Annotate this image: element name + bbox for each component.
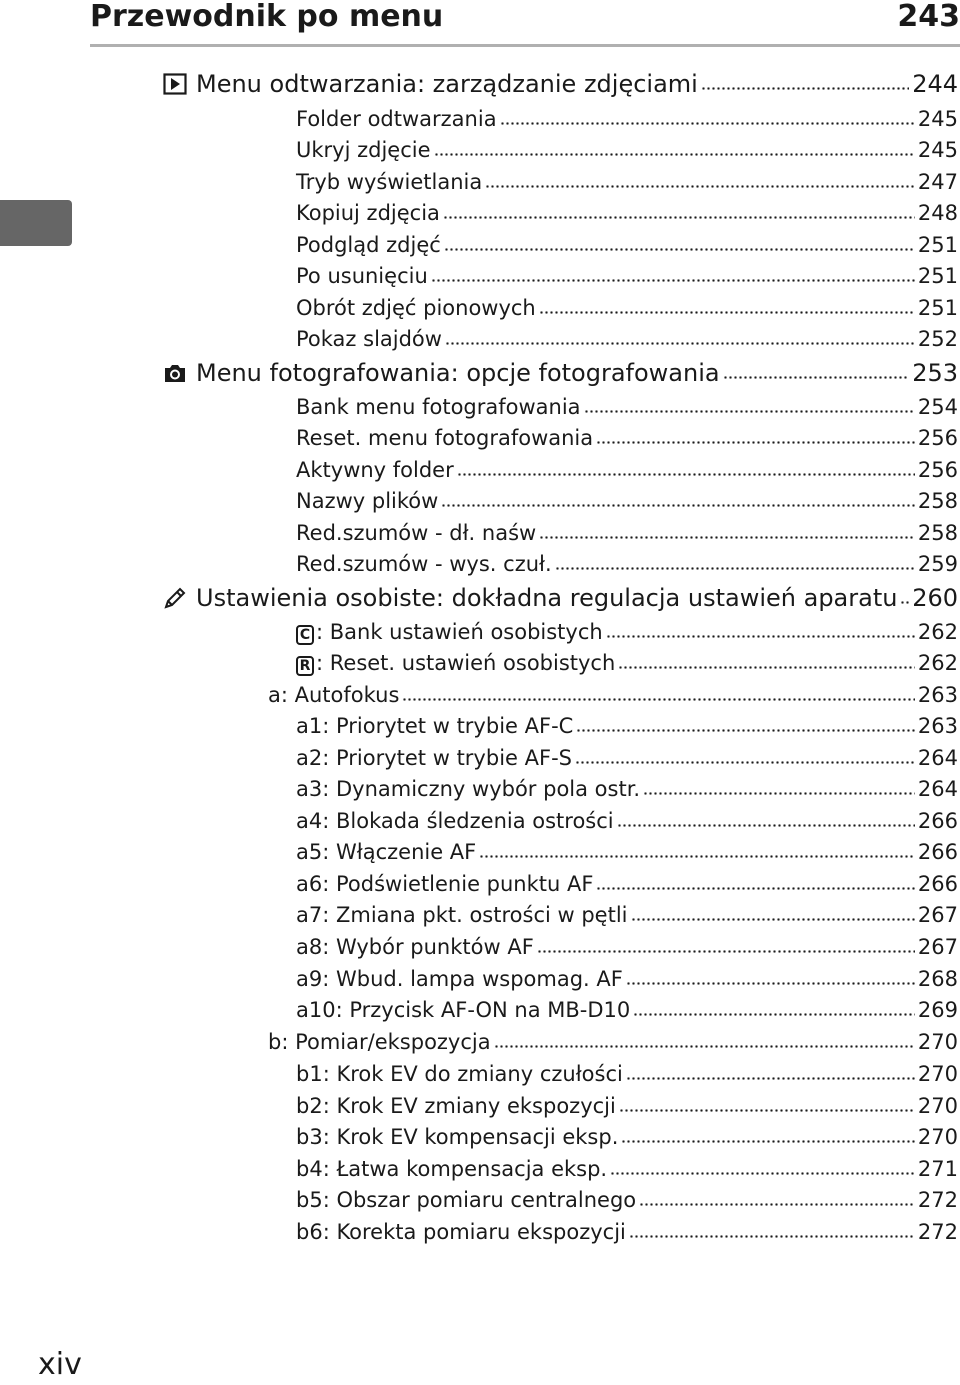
toc-label: Po usunięciu: [296, 264, 428, 288]
dot-leader: [431, 275, 915, 285]
dot-leader: [639, 1199, 915, 1209]
pencil-icon: [162, 586, 188, 610]
dot-leader: [701, 83, 909, 93]
toc-entry[interactable]: [296, 616, 958, 648]
camera-icon: [162, 361, 188, 385]
toc-entry[interactable]: [296, 103, 958, 135]
dot-leader: [631, 914, 915, 924]
dot-leader: [441, 500, 915, 510]
toc-entry[interactable]: [296, 931, 958, 963]
dot-leader: [617, 820, 915, 830]
toc-label: a2: Priorytet w trybie AF-S: [296, 746, 572, 770]
dot-leader: [494, 1041, 915, 1051]
toc-label: Obrót zdjęć pionowych: [296, 296, 536, 320]
toc-entry[interactable]: [296, 742, 958, 774]
dot-leader: [402, 694, 915, 704]
dot-leader: [723, 372, 910, 382]
toc-page: 270: [917, 1062, 958, 1086]
toc-page: 254: [917, 395, 958, 419]
toc-page: 251: [917, 264, 958, 288]
toc-label: Ukryj zdjęcie: [296, 138, 431, 162]
toc-subsection[interactable]: [268, 1026, 958, 1058]
toc-entry[interactable]: [296, 963, 958, 995]
toc-label: Red.szumów - dł. naśw: [296, 521, 537, 545]
toc-page: 269: [917, 998, 958, 1022]
toc-entry[interactable]: [296, 391, 958, 423]
toc-entry[interactable]: [296, 1090, 958, 1122]
toc-label: a: Autofokus: [268, 683, 400, 707]
toc-entry[interactable]: [296, 868, 958, 900]
toc-page: 262: [917, 651, 958, 675]
bank-c-icon: C: [296, 625, 314, 645]
dot-leader: [537, 946, 915, 956]
toc-entry[interactable]: [296, 323, 958, 355]
toc-page: 245: [917, 107, 958, 131]
dot-leader: [443, 212, 915, 222]
toc-entry[interactable]: [296, 647, 958, 679]
toc-label: Red.szumów - wys. czuł.: [296, 552, 552, 576]
dot-leader: [900, 597, 909, 607]
page-number: 243: [897, 0, 960, 34]
section-tab-marker: [0, 200, 72, 246]
toc-label: b3: Krok EV kompensacji eksp.: [296, 1125, 619, 1149]
toc-label: Ustawienia osobiste: dokładna regulacja ustawień aparatu: [196, 584, 898, 612]
dot-leader: [539, 307, 915, 317]
toc-page: 272: [917, 1220, 958, 1244]
toc-label: a3: Dynamiczny wybór pola ostr.: [296, 777, 641, 801]
toc-entry[interactable]: [296, 166, 958, 198]
toc-label: Podgląd zdjęć: [296, 233, 441, 257]
playback-icon: [162, 72, 188, 96]
toc-label: b5: Obszar pomiaru centralnego: [296, 1188, 637, 1212]
toc-page: 264: [917, 746, 958, 770]
toc-label: a1: Priorytet w trybie AF-C: [296, 714, 574, 738]
toc-entry[interactable]: [296, 197, 958, 229]
toc-section-playback[interactable]: [162, 68, 958, 100]
toc-entry[interactable]: [296, 836, 958, 868]
toc-entry[interactable]: [296, 773, 958, 805]
dot-leader: [618, 662, 915, 672]
toc-label: Aktywny folder: [296, 458, 454, 482]
toc-page: 270: [917, 1125, 958, 1149]
dot-leader: [576, 725, 915, 735]
toc-entry[interactable]: [296, 994, 958, 1026]
dot-leader: [485, 181, 915, 191]
toc-entry[interactable]: [296, 899, 958, 931]
toc-label: Pokaz slajdów: [296, 327, 442, 351]
toc-page: 272: [917, 1188, 958, 1212]
dot-leader: [479, 851, 915, 861]
toc-page: 267: [917, 903, 958, 927]
toc-entry[interactable]: [296, 1153, 958, 1185]
toc-label: Menu fotografowania: opcje fotografowania: [196, 359, 720, 387]
dot-leader: [619, 1105, 915, 1115]
toc-entry[interactable]: [296, 517, 958, 549]
toc-label: Tryb wyświetlania: [296, 170, 483, 194]
toc-section-shooting[interactable]: [162, 357, 958, 389]
toc-page: 266: [917, 840, 958, 864]
toc-section-custom-settings[interactable]: [162, 582, 958, 614]
toc-label: Kopiuj zdjęcia: [296, 201, 440, 225]
toc-page: 270: [917, 1030, 958, 1054]
page-title: Przewodnik po menu: [90, 0, 444, 34]
toc-page: 260: [912, 584, 958, 612]
toc-label: b: Pomiar/ekspozycja: [268, 1030, 491, 1054]
toc-entry[interactable]: [296, 292, 958, 324]
page-header: [90, 0, 960, 40]
dot-leader: [596, 883, 914, 893]
toc-label: b1: Krok EV do zmiany czułości: [296, 1062, 623, 1086]
toc-entry[interactable]: [296, 1184, 958, 1216]
toc-page: 263: [917, 683, 958, 707]
dot-leader: [596, 437, 915, 447]
toc-label: a8: Wybór punktów AF: [296, 935, 534, 959]
toc-page: 253: [912, 359, 958, 387]
dot-leader: [610, 1168, 915, 1178]
toc-entry[interactable]: [296, 1216, 958, 1248]
dot-leader: [584, 406, 915, 416]
toc-label: Nazwy plików: [296, 489, 439, 513]
toc-page: 256: [917, 458, 958, 482]
toc-label: a9: Wbud. lampa wspomag. AF: [296, 967, 623, 991]
dot-leader: [555, 563, 915, 573]
toc-label: b2: Krok EV zmiany ekspozycji: [296, 1094, 616, 1118]
toc-entry[interactable]: [296, 422, 958, 454]
toc-entry[interactable]: [296, 485, 958, 517]
toc-page: 258: [917, 489, 958, 513]
dot-leader: [445, 338, 915, 348]
dot-leader: [575, 757, 915, 767]
bank-r-icon: R: [296, 656, 314, 676]
dot-leader: [457, 469, 915, 479]
toc-entry[interactable]: [296, 548, 958, 580]
toc-label: Menu odtwarzania: zarządzanie zdjęciami: [196, 70, 698, 98]
dot-leader: [606, 631, 915, 641]
toc-label: a4: Blokada śledzenia ostrości: [296, 809, 614, 833]
toc-page: 247: [917, 170, 958, 194]
toc-page: 252: [917, 327, 958, 351]
toc-entry[interactable]: [296, 229, 958, 261]
toc-label: Bank menu fotografowania: [296, 395, 581, 419]
toc-label: b6: Korekta pomiaru ekspozycji: [296, 1220, 626, 1244]
toc-entry[interactable]: [296, 1058, 958, 1090]
dot-leader: [539, 532, 915, 542]
toc-entry[interactable]: [296, 260, 958, 292]
toc-label: Folder odtwarzania: [296, 107, 497, 131]
toc-subsection[interactable]: [268, 679, 958, 711]
toc-entry[interactable]: [296, 134, 958, 166]
toc-label: a5: Włączenie AF: [296, 840, 477, 864]
toc-page: 264: [917, 777, 958, 801]
toc-page: 266: [917, 872, 958, 896]
dot-leader: [643, 788, 915, 798]
toc-page: 258: [917, 521, 958, 545]
dot-leader: [434, 149, 915, 159]
toc-label: Reset. menu fotografowania: [296, 426, 594, 450]
toc-page: 251: [917, 233, 958, 257]
dot-leader: [626, 1073, 915, 1083]
toc-page: 248: [917, 201, 958, 225]
dot-leader: [626, 978, 915, 988]
toc-label: a10: Przycisk AF-ON na MB-D10: [296, 998, 631, 1022]
toc-page: 271: [917, 1157, 958, 1181]
toc-label: a7: Zmiana pkt. ostrości w pętli: [296, 903, 628, 927]
dot-leader: [629, 1231, 915, 1241]
toc-page: 245: [917, 138, 958, 162]
toc-entry[interactable]: [296, 710, 958, 742]
toc-page: 268: [917, 967, 958, 991]
dot-leader: [633, 1009, 915, 1019]
header-rule: [90, 44, 960, 47]
toc-page: 251: [917, 296, 958, 320]
toc-page: 266: [917, 809, 958, 833]
dot-leader: [621, 1136, 915, 1146]
dot-leader: [500, 118, 915, 128]
dot-leader: [444, 244, 915, 254]
toc-page: 256: [917, 426, 958, 450]
toc-entry[interactable]: [296, 454, 958, 486]
toc-page: 259: [917, 552, 958, 576]
toc-page: 262: [917, 620, 958, 644]
toc-label: : Bank ustawień osobistych: [316, 620, 603, 644]
toc-label: : Reset. ustawień osobistych: [316, 651, 616, 675]
toc-page: 244: [912, 70, 958, 98]
toc-page: 263: [917, 714, 958, 738]
toc-page: 270: [917, 1094, 958, 1118]
footer-page-number: xiv: [38, 1347, 82, 1382]
toc-page: 267: [917, 935, 958, 959]
toc-entry[interactable]: [296, 1121, 958, 1153]
toc-entry[interactable]: [296, 805, 958, 837]
toc-label: b4: Łatwa kompensacja eksp.: [296, 1157, 608, 1181]
toc-label: a6: Podświetlenie punktu AF: [296, 872, 594, 896]
